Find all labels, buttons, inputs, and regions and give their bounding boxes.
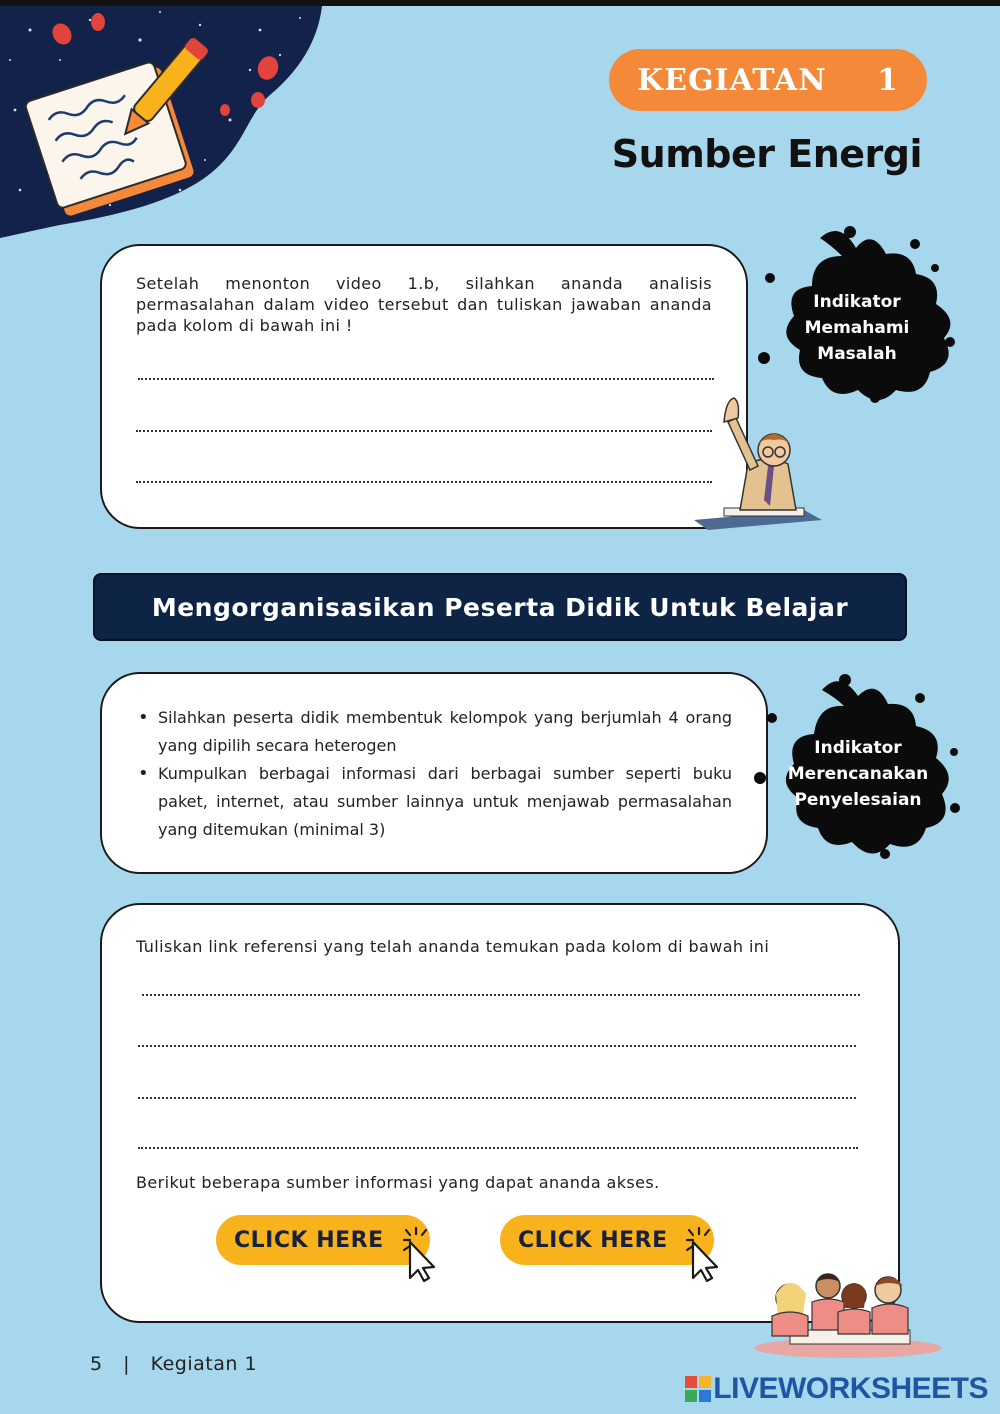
- answer-line[interactable]: [138, 378, 714, 380]
- page-number: 5: [90, 1353, 103, 1375]
- answer-line[interactable]: [138, 1147, 858, 1149]
- indicator-label-1: Indikator Memahami Masalah: [804, 292, 910, 364]
- liveworksheets-icon: [685, 1376, 711, 1402]
- button-label: CLICK HERE: [234, 1227, 384, 1253]
- group-instructions-card: [100, 672, 768, 874]
- page-footer: [90, 1353, 257, 1375]
- students-studying-illustration: [750, 1268, 944, 1358]
- badge-word: KEGIATAN: [637, 62, 827, 98]
- problem-analysis-card: [100, 244, 748, 529]
- reference-instruction: Tuliskan link referensi yang telah ananda temukan pada kolom di bawah ini: [136, 937, 770, 956]
- footer-label: Kegiatan 1: [150, 1353, 258, 1375]
- cursor-click-icon: [679, 1226, 723, 1282]
- reference-links-card: [100, 903, 900, 1323]
- analysis-instruction: Setelah menonton video 1.b, silahkan ananda analisis permasalahan dalam video tersebut dan tuliskan jawaban ananda pada kolom di bawah ini !: [136, 274, 712, 335]
- page-title: Sumber Energi: [611, 132, 922, 176]
- answer-line[interactable]: [142, 994, 860, 996]
- section-banner: Mengorganisasikan Peserta Didik Untuk Belajar: [93, 573, 907, 641]
- button-label: CLICK HERE: [518, 1227, 668, 1253]
- notebook-pen-illustration: [0, 0, 330, 240]
- sources-text: Berikut beberapa sumber informasi yang dapat ananda akses.: [136, 1173, 660, 1192]
- answer-line[interactable]: [138, 1097, 856, 1099]
- liveworksheets-text: LIVEWORKSHEETS: [713, 1372, 988, 1405]
- indicator-label-2: Indikator Merencanakan Penyelesaian: [787, 738, 929, 810]
- answer-line[interactable]: [138, 1045, 856, 1047]
- liveworksheets-logo: [685, 1372, 988, 1406]
- teacher-illustration: [684, 392, 826, 530]
- cursor-click-icon: [396, 1226, 440, 1282]
- answer-line[interactable]: [136, 481, 712, 483]
- list-item: • Silahkan peserta didik membentuk kelompok yang berjumlah 4 orang yang dipilih secara heterogen: [136, 704, 732, 760]
- footer-separator: |: [123, 1353, 131, 1375]
- list-item: • Kumpulkan berbagai informasi dari berbagai sumber seperti buku paket, internet, atau sumber lainnya untuk menjawab permasalahan yang ditemukan (minimal 3): [136, 760, 732, 844]
- badge-number: 1: [877, 62, 899, 98]
- kegiatan-badge: [609, 49, 927, 111]
- answer-line[interactable]: [136, 430, 712, 432]
- instruction-list: [136, 704, 732, 844]
